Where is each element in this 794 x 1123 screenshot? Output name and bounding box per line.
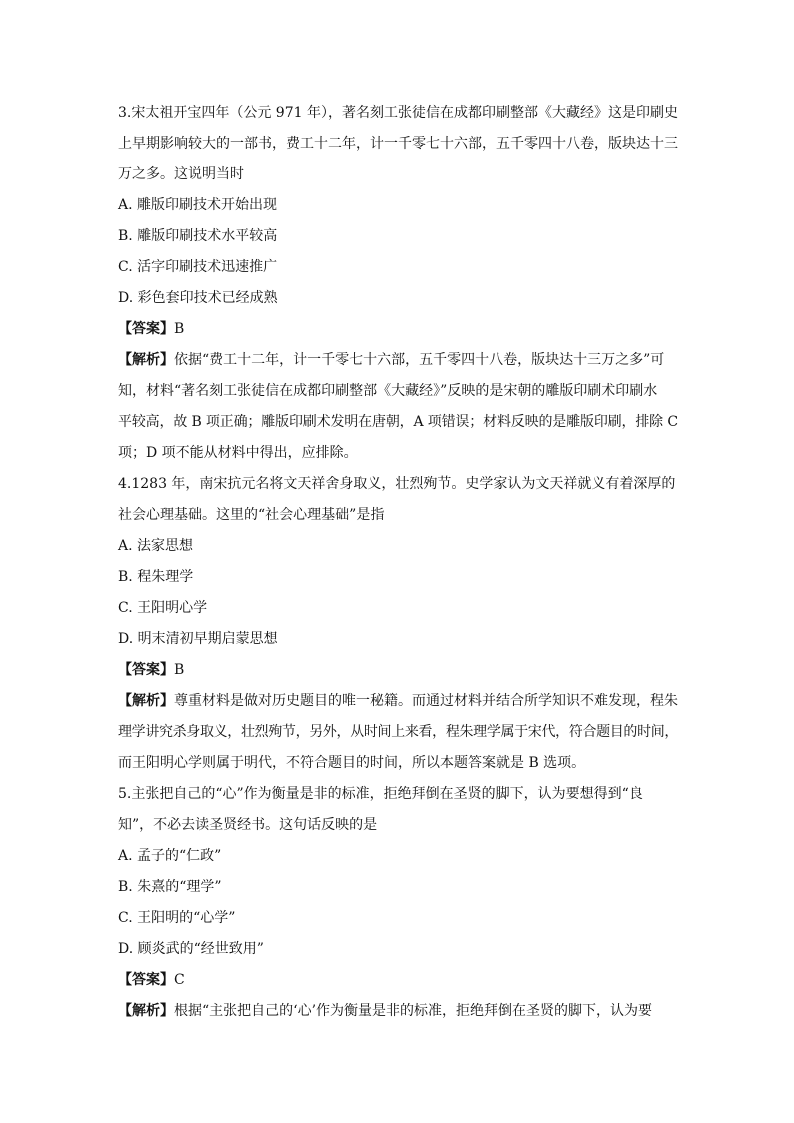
answer-value: C: [174, 972, 185, 988]
question-5-option-c: C. 王阳明的“心学”: [118, 910, 236, 926]
question-3-stem-line-3: 万之多。这说明当时: [118, 166, 244, 182]
analysis-label: 【解析】: [118, 693, 174, 709]
question-3-stem-line-2: 上早期影响较大的一部书，费工十二年，计一千零七十六部，五千零四十八卷，版块达十三: [118, 136, 678, 152]
answer-value: B: [174, 662, 185, 678]
question-5-option-b: B. 朱熹的“理学”: [118, 879, 222, 895]
question-4-stem-line-2: 社会心理基础。这里的“社会心理基础”是指: [118, 507, 385, 523]
question-5-analysis-line-1: [118, 1001, 678, 1021]
question-3-option-b: B. 雕版印刷技术水平较高: [118, 228, 278, 244]
answer-value: B: [174, 321, 185, 337]
question-5-option-a: A. 孟子的“仁政”: [118, 848, 222, 864]
question-4-analysis-line-3: 而王阳明心学则属于明代，不符合题目的时间，所以本题答案就是 B 选项。: [118, 755, 586, 771]
question-4-option-b: B. 程朱理学: [118, 569, 194, 585]
answer-label: 【答案】: [118, 972, 174, 988]
answer-label: 【答案】: [118, 321, 174, 337]
analysis-label: 【解析】: [118, 352, 174, 368]
question-4-option-d: D. 明末清初早期启蒙思想: [118, 631, 278, 647]
answer-label: 【答案】: [118, 662, 174, 678]
question-3-option-d: D. 彩色套印技术已经成熟: [118, 290, 278, 306]
analysis-label: 【解析】: [118, 1003, 174, 1019]
analysis-text: 依据“费工十二年，计一千零七十六部，五千零四十八卷，版块达十三万之多”可: [174, 352, 665, 368]
question-3-analysis-line-4: 项；D 项不能从材料中得出，应排除。: [118, 445, 358, 461]
question-3-analysis-line-2: 知，材料“著名刻工张徒信在成都印刷整部《大藏经》”反映的是宋朝的雕版印刷术印刷水: [118, 383, 658, 399]
question-5-stem-line-2: 知”，不必去读圣贤经书。这句话反映的是: [118, 817, 378, 833]
question-3-option-c: C. 活字印刷技术迅速推广: [118, 259, 278, 275]
question-5-answer: [118, 970, 678, 990]
question-3-analysis-line-1: [118, 350, 678, 370]
question-5-stem-line-1: 5.主张把自己的“心”作为衡量是非的标准，拒绝拜倒在圣贤的脚下，认为要想得到“良: [118, 786, 643, 802]
analysis-text: 尊重材料是做对历史题目的唯一秘籍。而通过材料并结合所学知识不难发现，程朱: [174, 693, 678, 709]
question-4-analysis-line-1: [118, 691, 678, 711]
analysis-text: 根据“主张把自己的‘心’作为衡量是非的标准，拒绝拜倒在圣贤的脚下，认为要: [174, 1003, 653, 1019]
question-3-analysis-line-3: 平较高，故 B 项正确；雕版印刷术发明在唐朝，A 项错误；材料反映的是雕版印刷，排除 C: [118, 414, 678, 430]
question-4-analysis-line-2: 理学讲究杀身取义，壮烈殉节，另外，从时间上来看，程朱理学属于宋代，符合题目的时间，: [118, 724, 679, 740]
question-3-stem-line-1: 3.宋太祖开宝四年（公元 971 年），著名刻工张徒信在成都印刷整部《大藏经》这是印刷史: [118, 105, 678, 121]
question-5-option-d: D. 顾炎武的“经世致用”: [118, 941, 264, 957]
question-4-option-a: A. 法家思想: [118, 538, 194, 554]
question-4-option-c: C. 王阳明心学: [118, 600, 208, 616]
question-3-option-a: A. 雕版印刷技术开始出现: [118, 197, 278, 213]
question-4-answer: [118, 660, 678, 680]
question-4-stem-line-1: 4.1283 年，南宋抗元名将文天祥舍身取义，壮烈殉节。史学家认为文天祥就义有着深厚的: [118, 476, 676, 492]
question-3-answer: [118, 319, 678, 339]
